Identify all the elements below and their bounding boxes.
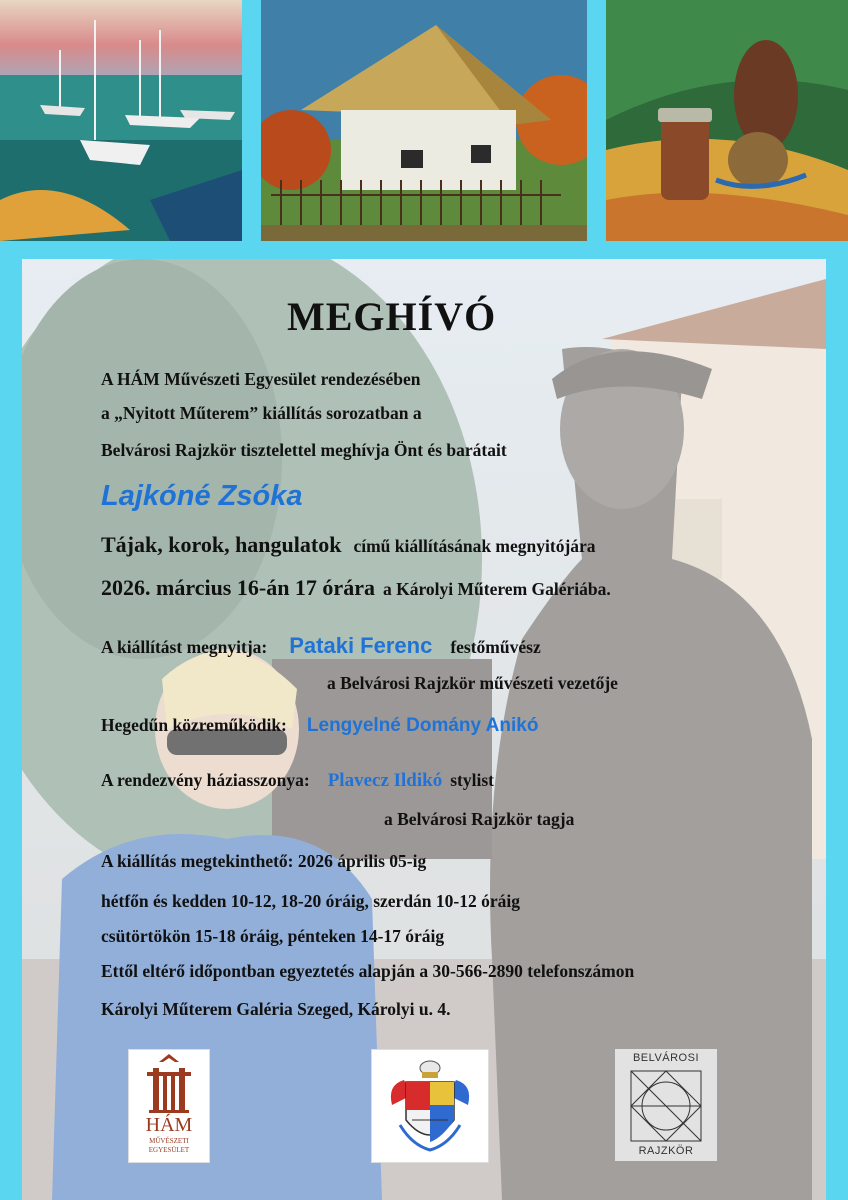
- hostess-label: A rendezvény háziasszonya:: [101, 770, 310, 790]
- intro-line: Belvárosi Rajzkör tisztelettel meghívja Önt és barátait: [101, 440, 507, 460]
- artist-name: Lajkóné Zsóka: [101, 480, 303, 512]
- visiting-line: Károlyi Műterem Galéria Szeged, Károlyi u. 4.: [101, 999, 451, 1019]
- exhibition-title: Tájak, korok, hangulatok: [101, 532, 342, 557]
- opening-date-line: [101, 575, 611, 601]
- visiting-line: Ettől eltérő időpontban egyeztetés alapján a 30-566-2890 telefonszámon: [101, 961, 635, 981]
- visiting-line: A kiállítás megtekinthető: 2026 április 05-ig: [101, 851, 427, 871]
- harbor-painting: [0, 0, 242, 241]
- ham-logo: [128, 1049, 210, 1163]
- hostess-role: stylist: [450, 770, 494, 790]
- opener-role: festőművész: [450, 637, 541, 657]
- violin-name: Lengyelné Domány Anikó: [306, 715, 539, 736]
- opening-venue: a Károlyi Műterem Galériába.: [382, 579, 611, 599]
- ham-logo-text: HÁM: [145, 1114, 193, 1136]
- invitation-poster: [22, 259, 826, 1200]
- visiting-line: csütörtökön 15-18 óráig, pénteken 14-17 óráig: [101, 926, 445, 946]
- szeged-coat-of-arms-icon: [372, 1050, 488, 1162]
- rajzkor-logo: [615, 1049, 717, 1161]
- still-life-painting: [606, 0, 848, 241]
- opener-role-line2: a Belvárosi Rajzkör művészeti vezetője: [327, 673, 618, 693]
- intro-line: A HÁM Művészeti Egyesület rendezésében: [101, 369, 421, 389]
- rajzkor-logo-bottom: RAJZKÖR: [638, 1145, 694, 1157]
- opener-label: A kiállítást megnyitja:: [101, 637, 268, 657]
- hostess-name: Plavecz Ildikó: [327, 770, 443, 791]
- ham-logo-sub2: EGYESÜLET: [148, 1146, 190, 1154]
- opener-line: [101, 633, 541, 659]
- opening-date: 2026. március 16-án 17 órára: [101, 575, 375, 600]
- opener-name: Pataki Ferenc: [289, 633, 433, 658]
- violin-label: Hegedűn közreműködik:: [101, 715, 287, 735]
- violin-line: [101, 715, 538, 737]
- page-title: MEGHÍVÓ: [287, 294, 497, 339]
- exhibition-line: [101, 532, 596, 558]
- hostess-role-line2: a Belvárosi Rajzkör tagja: [384, 809, 575, 829]
- exhibition-title-suffix: című kiállításának megnyitójára: [353, 536, 596, 556]
- hostess-line: [101, 770, 494, 792]
- visiting-line: hétfőn és kedden 10-12, 18-20 óráig, szerdán 10-12 óráig: [101, 891, 521, 911]
- ham-logo-sub1: MŰVÉSZETI: [149, 1137, 189, 1145]
- rajzkor-logo-top: BELVÁROSI: [632, 1052, 700, 1064]
- cottage-painting: [261, 0, 587, 241]
- coat-of-arms: [371, 1049, 489, 1163]
- intro-line: a „Nyitott Műterem” kiállítás sorozatban a: [101, 403, 422, 423]
